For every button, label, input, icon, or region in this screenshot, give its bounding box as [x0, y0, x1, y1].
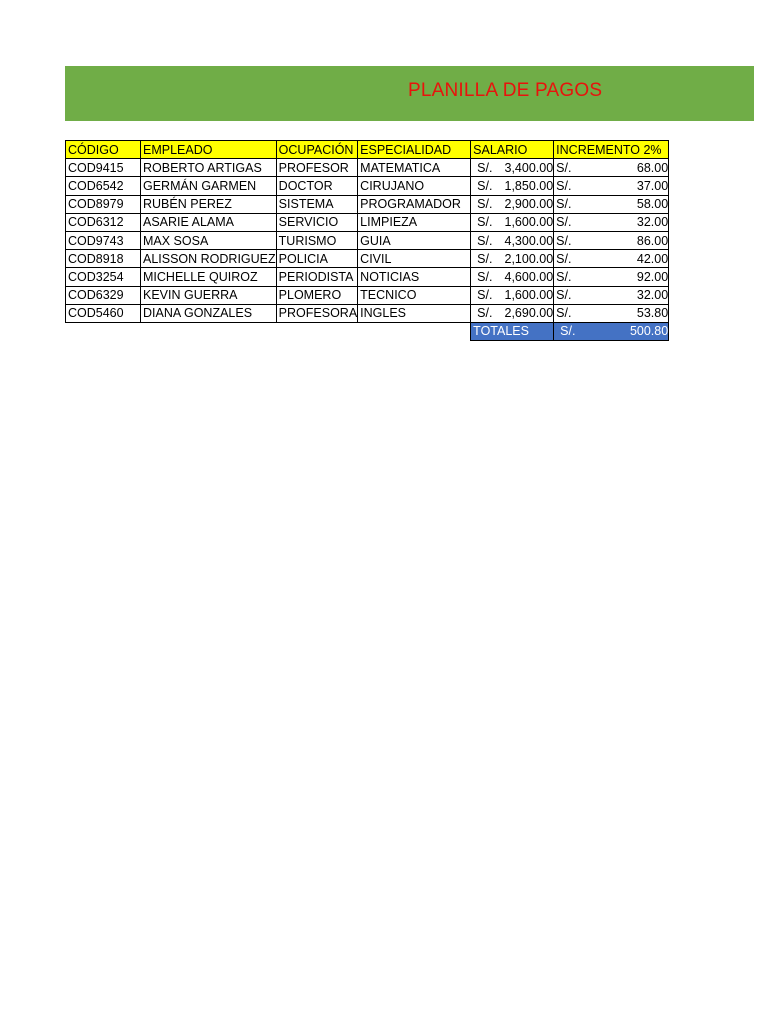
currency-symbol: S/.: [556, 269, 572, 284]
cell-codigo[interactable]: COD6312: [66, 213, 141, 231]
cell-ocupacion[interactable]: DOCTOR: [276, 177, 358, 195]
currency-symbol: S/.: [556, 251, 572, 266]
cell-incremento[interactable]: [554, 159, 669, 177]
table-row: [66, 268, 669, 286]
cell-codigo[interactable]: COD6542: [66, 177, 141, 195]
cell-incremento[interactable]: [554, 304, 669, 322]
table-row: [66, 304, 669, 322]
table-row: [66, 159, 669, 177]
cell-codigo[interactable]: COD3254: [66, 268, 141, 286]
salario-value: 2,100.00: [504, 251, 554, 266]
page-title: PLANILLA DE PAGOS: [408, 80, 603, 101]
cell-incremento[interactable]: [554, 231, 669, 249]
header-especialidad[interactable]: ESPECIALIDAD: [358, 141, 471, 159]
cell-especialidad[interactable]: TECNICO: [358, 286, 471, 304]
incremento-value: 42.00: [636, 251, 669, 266]
cell-empleado[interactable]: RUBÉN PEREZ: [141, 195, 277, 213]
header-incremento[interactable]: INCREMENTO 2%: [554, 141, 669, 159]
cell-empleado[interactable]: DIANA GONZALES: [141, 304, 277, 322]
cell-empleado[interactable]: ALISSON RODRIGUEZ: [141, 250, 277, 268]
cell-salario[interactable]: [471, 231, 554, 249]
cell-especialidad[interactable]: INGLES: [358, 304, 471, 322]
incremento-value: 37.00: [636, 178, 669, 193]
header-empleado[interactable]: EMPLEADO: [141, 141, 277, 159]
cell-empleado[interactable]: ASARIE ALAMA: [141, 213, 277, 231]
cell-incremento[interactable]: [554, 177, 669, 195]
incremento-value: 58.00: [636, 197, 669, 212]
incremento-value: 53.80: [636, 306, 669, 321]
currency-symbol: S/.: [556, 160, 572, 175]
table-row: [66, 231, 669, 249]
salario-value: 4,600.00: [504, 269, 554, 284]
currency-symbol: S/.: [477, 269, 493, 284]
incremento-value: 86.00: [636, 233, 669, 248]
table-row: [66, 213, 669, 231]
salario-value: 1,600.00: [504, 215, 554, 230]
currency-symbol: S/.: [556, 178, 572, 193]
salario-value: 1,600.00: [504, 288, 554, 303]
currency-symbol: S/.: [477, 178, 493, 193]
empty-cell: [141, 322, 277, 340]
salario-value: 1,850.00: [504, 178, 554, 193]
currency-symbol: S/.: [477, 233, 493, 248]
title-banner: [65, 66, 754, 121]
cell-ocupacion[interactable]: POLICIA: [276, 250, 358, 268]
cell-salario[interactable]: [471, 195, 554, 213]
cell-ocupacion[interactable]: PROFESOR: [276, 159, 358, 177]
incremento-value: 92.00: [636, 269, 669, 284]
empty-cell: [276, 322, 358, 340]
cell-ocupacion[interactable]: PROFESORA: [276, 304, 358, 322]
incremento-value: 32.00: [636, 215, 669, 230]
cell-incremento[interactable]: [554, 213, 669, 231]
salario-value: 3,400.00: [504, 160, 554, 175]
header-ocupacion[interactable]: OCUPACIÓN: [276, 141, 358, 159]
payroll-table: [65, 140, 669, 341]
table-row: [66, 177, 669, 195]
cell-codigo[interactable]: COD5460: [66, 304, 141, 322]
currency-symbol: S/.: [477, 288, 493, 303]
totals-value: 500.80: [629, 324, 669, 339]
cell-empleado[interactable]: ROBERTO ARTIGAS: [141, 159, 277, 177]
empty-cell: [66, 322, 141, 340]
cell-incremento[interactable]: [554, 268, 669, 286]
cell-ocupacion[interactable]: TURISMO: [276, 231, 358, 249]
cell-ocupacion[interactable]: SISTEMA: [276, 195, 358, 213]
cell-codigo[interactable]: COD9743: [66, 231, 141, 249]
totals-label[interactable]: TOTALES: [471, 322, 554, 340]
cell-codigo[interactable]: COD9415: [66, 159, 141, 177]
table-row: [66, 195, 669, 213]
cell-salario[interactable]: [471, 213, 554, 231]
currency-symbol: S/.: [556, 306, 572, 321]
currency-symbol: S/.: [556, 288, 572, 303]
currency-symbol: S/.: [477, 197, 493, 212]
header-codigo[interactable]: CÓDIGO: [66, 141, 141, 159]
header-salario[interactable]: SALARIO: [471, 141, 554, 159]
table-row: [66, 286, 669, 304]
empty-cell: [358, 322, 471, 340]
cell-incremento[interactable]: [554, 286, 669, 304]
currency-symbol: S/.: [556, 197, 572, 212]
salario-value: 2,690.00: [504, 306, 554, 321]
cell-salario[interactable]: [471, 268, 554, 286]
cell-ocupacion[interactable]: PLOMERO: [276, 286, 358, 304]
cell-especialidad[interactable]: CIRUJANO: [358, 177, 471, 195]
cell-incremento[interactable]: [554, 195, 669, 213]
cell-especialidad[interactable]: PROGRAMADOR: [358, 195, 471, 213]
incremento-value: 32.00: [636, 288, 669, 303]
cell-salario[interactable]: [471, 286, 554, 304]
cell-ocupacion[interactable]: SERVICIO: [276, 213, 358, 231]
salario-value: 4,300.00: [504, 233, 554, 248]
cell-empleado[interactable]: GERMÁN GARMEN: [141, 177, 277, 195]
cell-ocupacion[interactable]: PERIODISTA: [276, 268, 358, 286]
totals-row: [66, 322, 669, 340]
header-row: [66, 141, 669, 159]
cell-incremento[interactable]: [554, 250, 669, 268]
cell-especialidad[interactable]: MATEMATICA: [358, 159, 471, 177]
cell-empleado[interactable]: MICHELLE QUIROZ: [141, 268, 277, 286]
cell-salario[interactable]: [471, 159, 554, 177]
incremento-value: 68.00: [636, 160, 669, 175]
currency-symbol: S/.: [477, 215, 493, 230]
currency-symbol: S/.: [560, 324, 576, 339]
currency-symbol: S/.: [477, 251, 493, 266]
cell-codigo[interactable]: COD8918: [66, 250, 141, 268]
cell-salario[interactable]: [471, 304, 554, 322]
currency-symbol: S/.: [477, 160, 493, 175]
cell-salario[interactable]: [471, 177, 554, 195]
totals-value-cell[interactable]: [554, 322, 669, 340]
cell-empleado[interactable]: KEVIN GUERRA: [141, 286, 277, 304]
cell-especialidad[interactable]: NOTICIAS: [358, 268, 471, 286]
cell-especialidad[interactable]: CIVIL: [358, 250, 471, 268]
cell-salario[interactable]: [471, 250, 554, 268]
currency-symbol: S/.: [556, 233, 572, 248]
salario-value: 2,900.00: [504, 197, 554, 212]
cell-especialidad[interactable]: LIMPIEZA: [358, 213, 471, 231]
cell-codigo[interactable]: COD8979: [66, 195, 141, 213]
cell-codigo[interactable]: COD6329: [66, 286, 141, 304]
currency-symbol: S/.: [477, 306, 493, 321]
currency-symbol: S/.: [556, 215, 572, 230]
table-row: [66, 250, 669, 268]
cell-empleado[interactable]: MAX SOSA: [141, 231, 277, 249]
cell-especialidad[interactable]: GUIA: [358, 231, 471, 249]
